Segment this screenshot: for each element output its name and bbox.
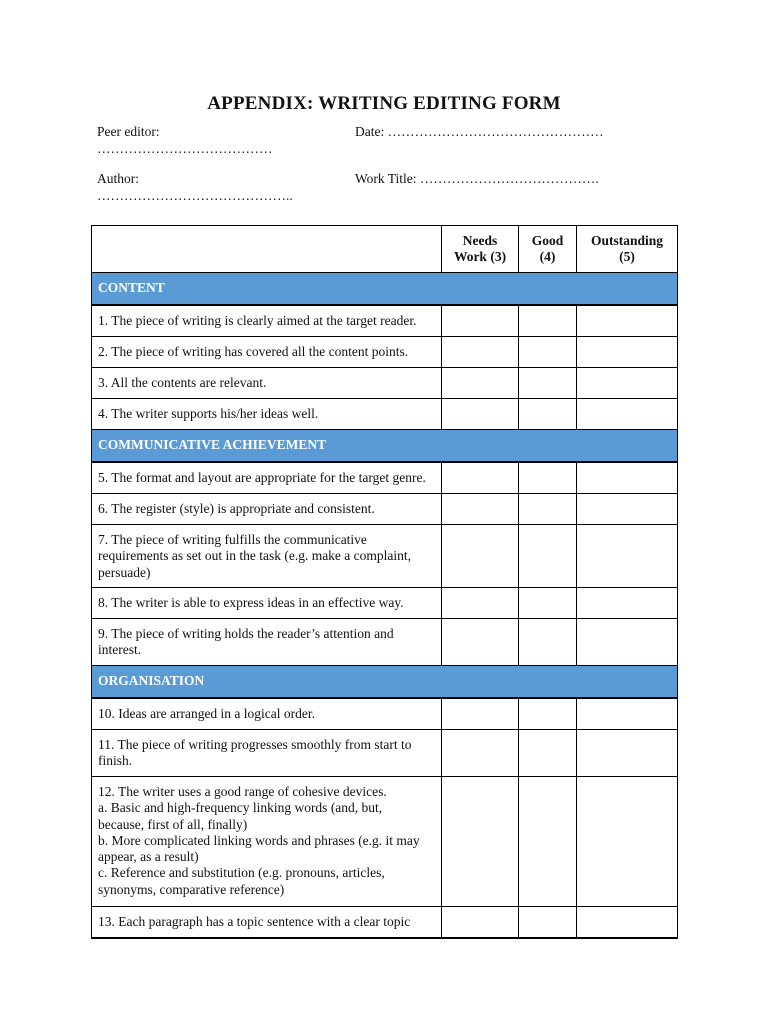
table-row	[92, 619, 678, 666]
outstanding-cell[interactable]	[577, 777, 678, 907]
criterion-text: because, first of all, finally)	[98, 816, 248, 832]
criterion-cell	[92, 907, 442, 939]
criterion-text: appear, as a result)	[98, 849, 199, 865]
needs-work-cell[interactable]	[442, 337, 519, 368]
good-cell[interactable]	[519, 305, 577, 337]
criterion-text: 11. The piece of writing progresses smoothly from start to	[98, 737, 412, 752]
peer-editor-label: Peer editor:	[97, 124, 160, 139]
criterion-cell	[92, 525, 442, 588]
good-cell[interactable]	[519, 399, 577, 430]
outstanding-cell[interactable]	[577, 399, 678, 430]
criterion-text: a. Basic and high-frequency linking words (and, but,	[98, 800, 383, 816]
section-header-row	[92, 273, 678, 306]
criterion-cell	[92, 368, 442, 399]
criterion-cell	[92, 730, 442, 777]
criterion-text: 9. The piece of writing holds the reader’s attention and	[98, 626, 394, 641]
table-row	[92, 777, 678, 907]
table-row	[92, 907, 678, 939]
criteria-header	[92, 226, 442, 273]
needs-work-cell[interactable]	[442, 698, 519, 730]
table-row	[92, 368, 678, 399]
table-row	[92, 698, 678, 730]
criterion-text: requirements as set out in the task (e.g. make a complaint,	[98, 548, 412, 564]
good-cell[interactable]	[519, 730, 577, 777]
criterion-text: 2. The piece of writing has covered all the content points.	[98, 344, 409, 359]
needs-work-cell[interactable]	[442, 777, 519, 907]
criterion-text: 4. The writer supports his/her ideas well.	[98, 406, 319, 421]
needs-work-header: Needs Work (3)	[442, 226, 519, 273]
table-row	[92, 399, 678, 430]
outstanding-cell[interactable]	[577, 588, 678, 619]
criterion-text: 3. All the contents are relevant.	[98, 375, 267, 390]
table-row	[92, 337, 678, 368]
author-label: Author:	[97, 171, 139, 186]
author-blank: ……………………………………..	[97, 188, 293, 203]
criterion-text: 6. The register (style) is appropriate and consistent.	[98, 501, 375, 516]
needs-work-cell[interactable]	[442, 730, 519, 777]
section-header-row	[92, 430, 678, 463]
needs-work-cell[interactable]	[442, 462, 519, 494]
table-row	[92, 525, 678, 588]
good-header: Good (4)	[519, 226, 577, 273]
peer-editor-blank: …………………………………	[97, 141, 273, 156]
criterion-text: 13. Each paragraph has a topic sentence with a clear topic	[98, 914, 411, 929]
criterion-text: synonyms, comparative reference)	[98, 881, 285, 897]
criterion-text: finish.	[98, 753, 133, 769]
table-row	[92, 494, 678, 525]
work-title-field: Work Title: ………………………………….	[355, 171, 599, 186]
table-row	[92, 305, 678, 337]
needs-work-cell[interactable]	[442, 525, 519, 588]
needs-work-cell[interactable]	[442, 305, 519, 337]
needs-work-cell[interactable]	[442, 619, 519, 666]
criterion-cell	[92, 698, 442, 730]
good-cell[interactable]	[519, 462, 577, 494]
criterion-text: 8. The writer is able to express ideas in an effective way.	[98, 595, 404, 610]
criterion-text: b. More complicated linking words and phrases (e.g. it may	[98, 832, 420, 848]
outstanding-cell[interactable]	[577, 462, 678, 494]
criterion-cell	[92, 619, 442, 666]
author-field	[97, 170, 327, 204]
table-row	[92, 730, 678, 777]
criterion-cell	[92, 494, 442, 525]
section-title: CONTENT	[92, 273, 678, 306]
criterion-cell	[92, 777, 442, 907]
criterion-text: 1. The piece of writing is clearly aimed at the target reader.	[98, 313, 417, 328]
outstanding-cell[interactable]	[577, 907, 678, 939]
criterion-text: 5. The format and layout are appropriate for the target genre.	[98, 470, 426, 485]
criterion-text: persuade)	[98, 564, 151, 580]
outstanding-cell[interactable]	[577, 368, 678, 399]
outstanding-cell[interactable]	[577, 525, 678, 588]
criterion-cell	[92, 588, 442, 619]
good-cell[interactable]	[519, 368, 577, 399]
outstanding-cell[interactable]	[577, 619, 678, 666]
needs-work-cell[interactable]	[442, 494, 519, 525]
good-cell[interactable]	[519, 525, 577, 588]
outstanding-cell[interactable]	[577, 337, 678, 368]
good-cell[interactable]	[519, 494, 577, 525]
needs-work-cell[interactable]	[442, 907, 519, 939]
good-cell[interactable]	[519, 777, 577, 907]
criterion-cell	[92, 462, 442, 494]
table-row	[92, 462, 678, 494]
criterion-text: 12. The writer uses a good range of cohesive devices.	[98, 784, 387, 799]
good-cell[interactable]	[519, 698, 577, 730]
good-cell[interactable]	[519, 619, 577, 666]
section-header-row	[92, 666, 678, 699]
outstanding-cell[interactable]	[577, 494, 678, 525]
criterion-text: c. Reference and substitution (e.g. pronouns, articles,	[98, 865, 385, 881]
section-title: ORGANISATION	[92, 666, 678, 699]
criterion-text: interest.	[98, 642, 142, 658]
form-title: APPENDIX: WRITING EDITING FORM	[207, 93, 561, 114]
good-cell[interactable]	[519, 588, 577, 619]
needs-work-cell[interactable]	[442, 368, 519, 399]
peer-editor-field	[97, 123, 327, 157]
good-cell[interactable]	[519, 337, 577, 368]
section-title: COMMUNICATIVE ACHIEVEMENT	[92, 430, 678, 463]
date-field: Date: …………………………………………	[355, 124, 604, 139]
criterion-cell	[92, 337, 442, 368]
table-row	[92, 588, 678, 619]
criterion-text: 7. The piece of writing fulfills the communicative	[98, 532, 367, 547]
needs-work-cell[interactable]	[442, 399, 519, 430]
outstanding-cell[interactable]	[577, 730, 678, 777]
good-cell[interactable]	[519, 907, 577, 939]
needs-work-cell[interactable]	[442, 588, 519, 619]
editing-form-table	[91, 225, 678, 939]
outstanding-cell[interactable]	[577, 698, 678, 730]
criterion-text: 10. Ideas are arranged in a logical order.	[98, 706, 316, 721]
criterion-cell	[92, 305, 442, 337]
table-header-row	[92, 226, 678, 273]
criterion-cell	[92, 399, 442, 430]
outstanding-cell[interactable]	[577, 305, 678, 337]
outstanding-header: Outstanding (5)	[577, 226, 678, 273]
